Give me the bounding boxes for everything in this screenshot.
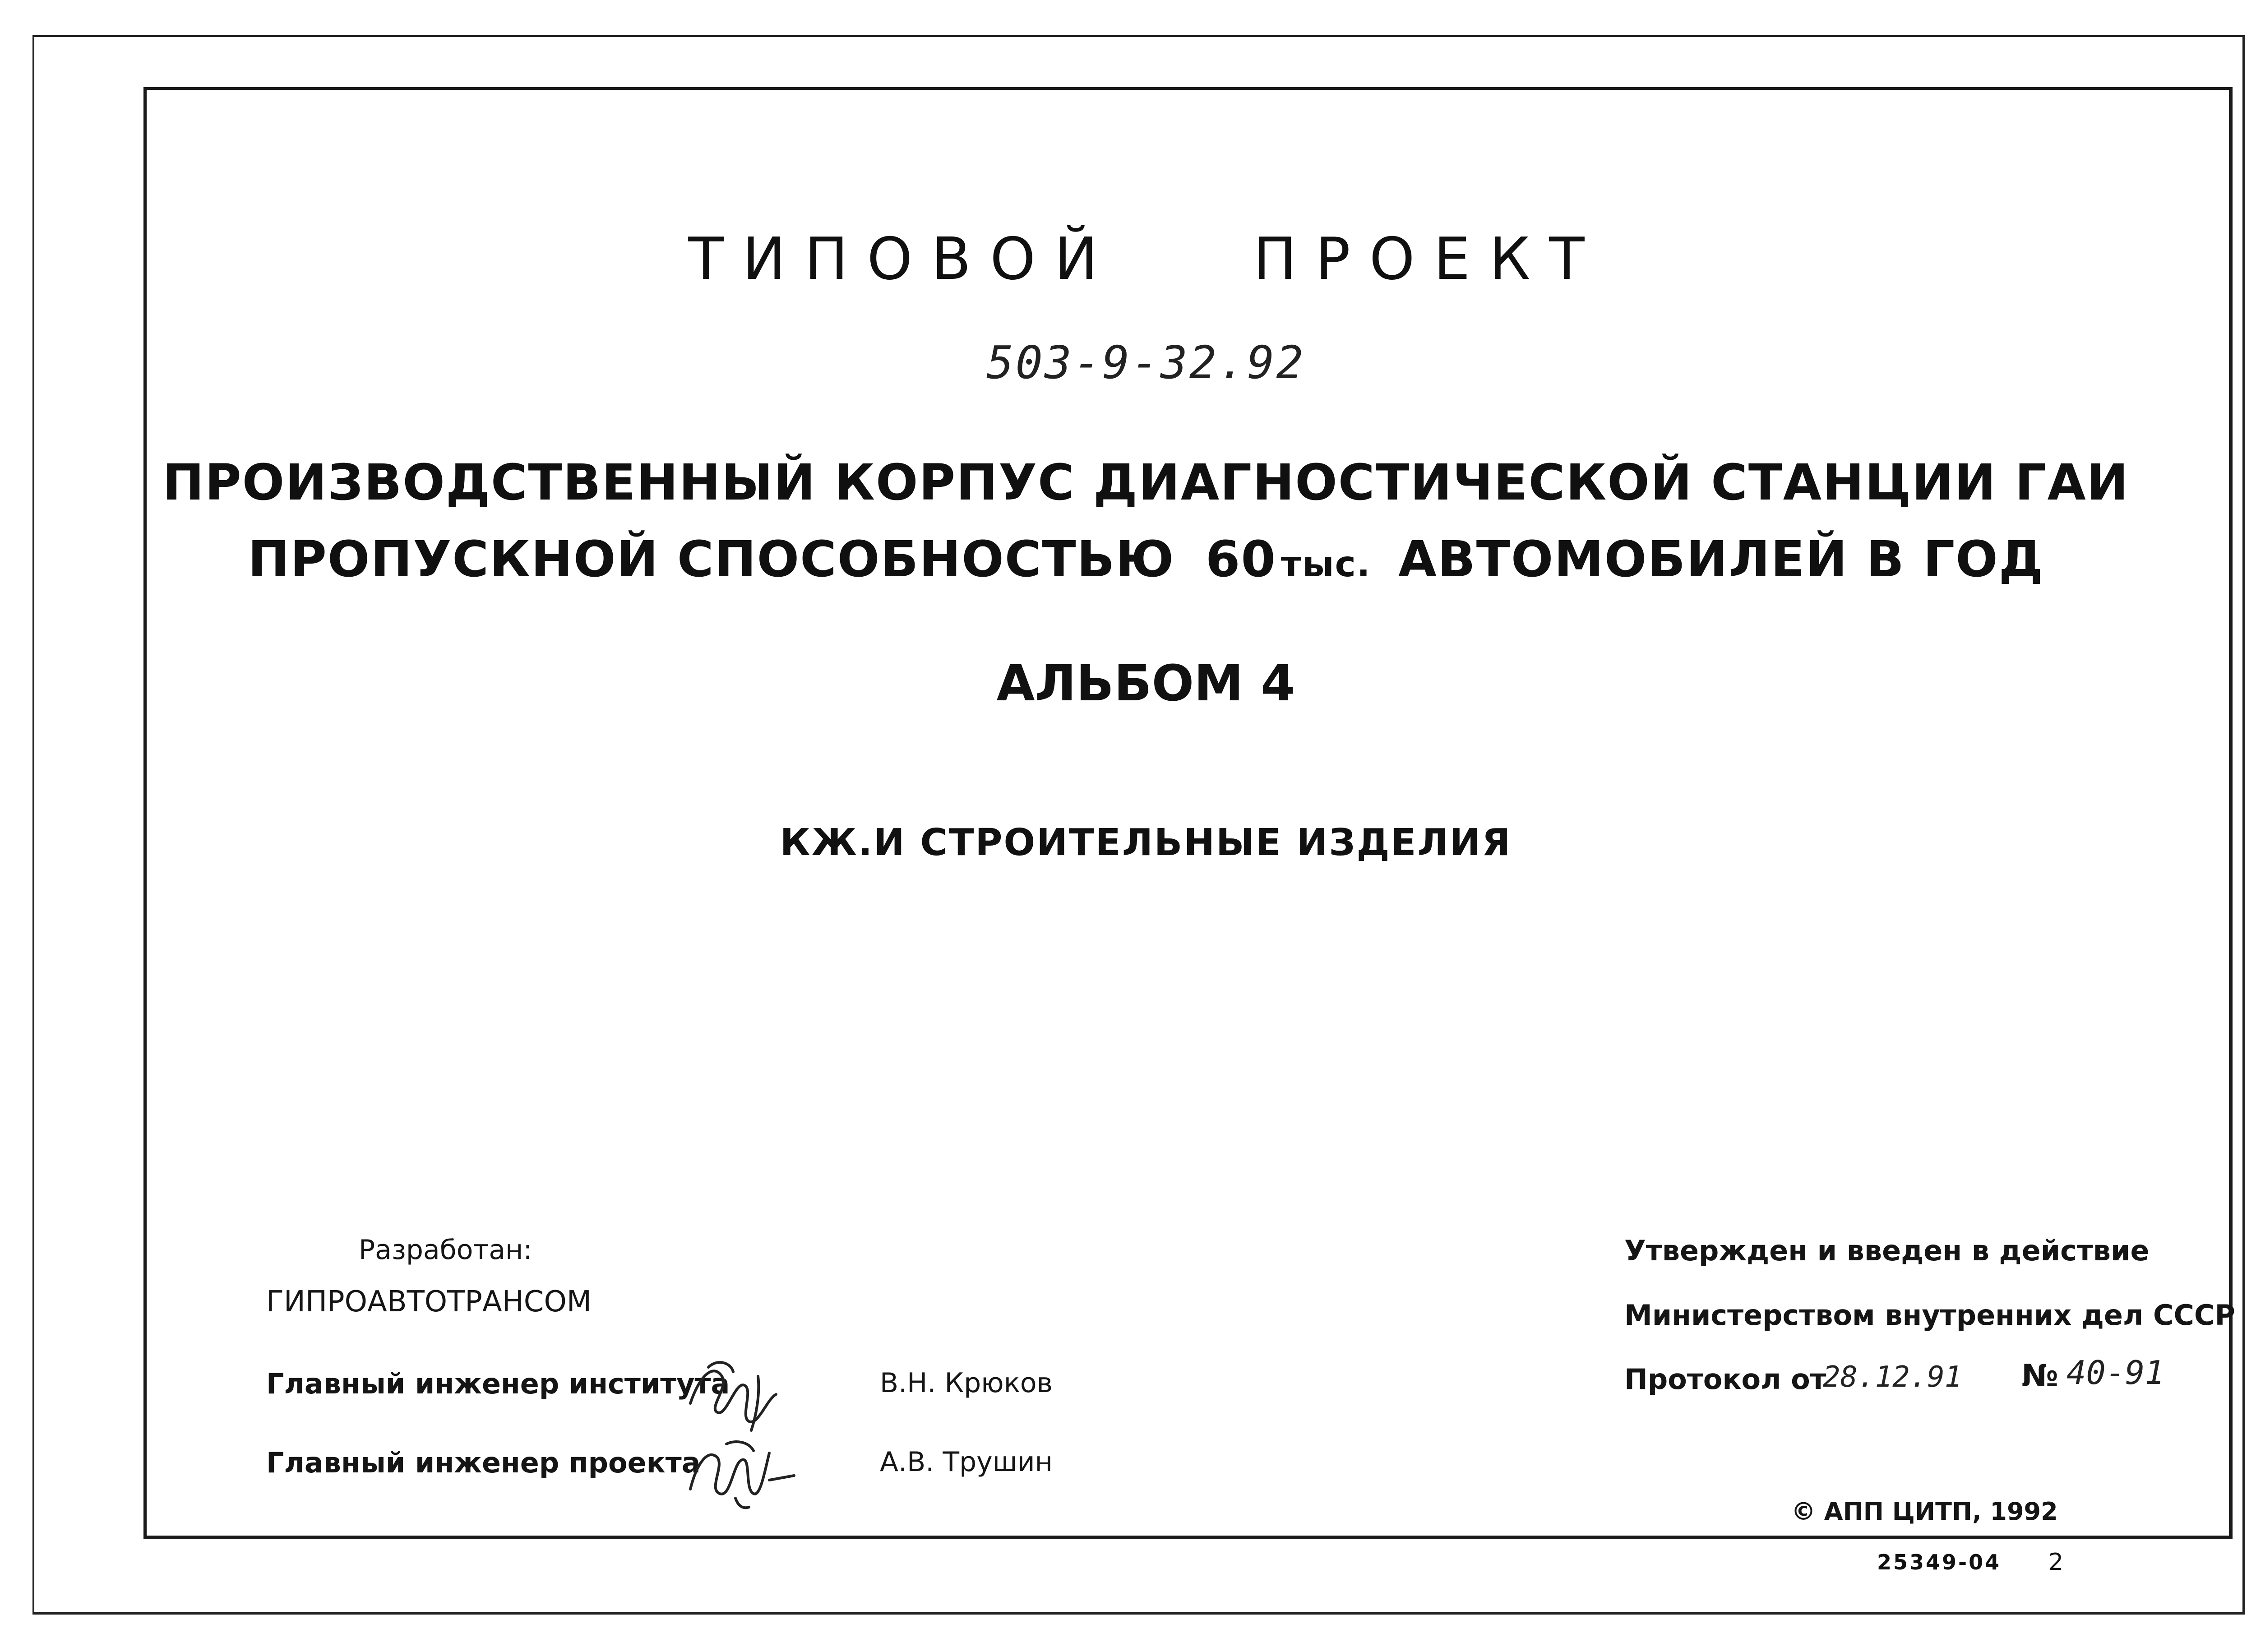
section-title: КЖ.И СТРОИТЕЛЬНЫЕ ИЗДЕЛИЯ <box>780 821 1512 864</box>
heading-line-2-end: АВТОМОБИЛЕЙ В ГОД <box>1398 530 2044 588</box>
chief-engineer-institute-name: В.Н. Крюков <box>880 1367 1053 1399</box>
project-code: 503-9-32.92 <box>986 336 1305 389</box>
page-number: 2 <box>2048 1549 2064 1576</box>
album-label: АЛЬБОМ 4 <box>996 654 1295 712</box>
approval-line-1: Утвержден и введен в действие <box>1624 1234 2150 1267</box>
capacity-unit: тыс. <box>1281 544 1371 585</box>
heading-line-2-start: ПРОПУСКНОЙ СПОСОБНОСТЬЮ <box>248 530 1175 588</box>
protocol-date: 28.12.91 <box>1823 1360 1962 1394</box>
developer-label: Разработан: <box>359 1234 532 1266</box>
developer-organization: ГИПРОАВТОТРАНСОМ <box>266 1285 592 1319</box>
protocol-number: 40-91 <box>2066 1354 2164 1392</box>
approval-line-2: Министерством внутренних дел СССР <box>1624 1299 2235 1332</box>
signature-krukov-icon <box>681 1349 790 1435</box>
chief-engineer-project-title: Главный инженер проекта <box>266 1446 701 1479</box>
chief-engineer-institute-title: Главный инженер института <box>266 1367 730 1400</box>
capacity-number: 60 <box>1205 530 1276 588</box>
document-title: ТИПОВОЙ ПРОЕКТ <box>688 226 1604 293</box>
heading-line-2 <box>0 530 2256 588</box>
chief-engineer-project-name: А.В. Трушин <box>880 1446 1053 1478</box>
protocol-number-sign: № <box>2021 1358 2058 1394</box>
protocol-label: Протокол от <box>1624 1363 1826 1396</box>
signature-trushin-icon <box>681 1426 799 1512</box>
document-number: 25349-04 <box>1877 1550 2002 1574</box>
heading-line-1: ПРОИЗВОДСТВЕННЫЙ КОРПУС ДИАГНОСТИЧЕСКОЙ СТАНЦИИ ГАИ <box>162 453 2129 511</box>
copyright: © АПП ЦИТП, 1992 <box>1791 1497 2058 1526</box>
